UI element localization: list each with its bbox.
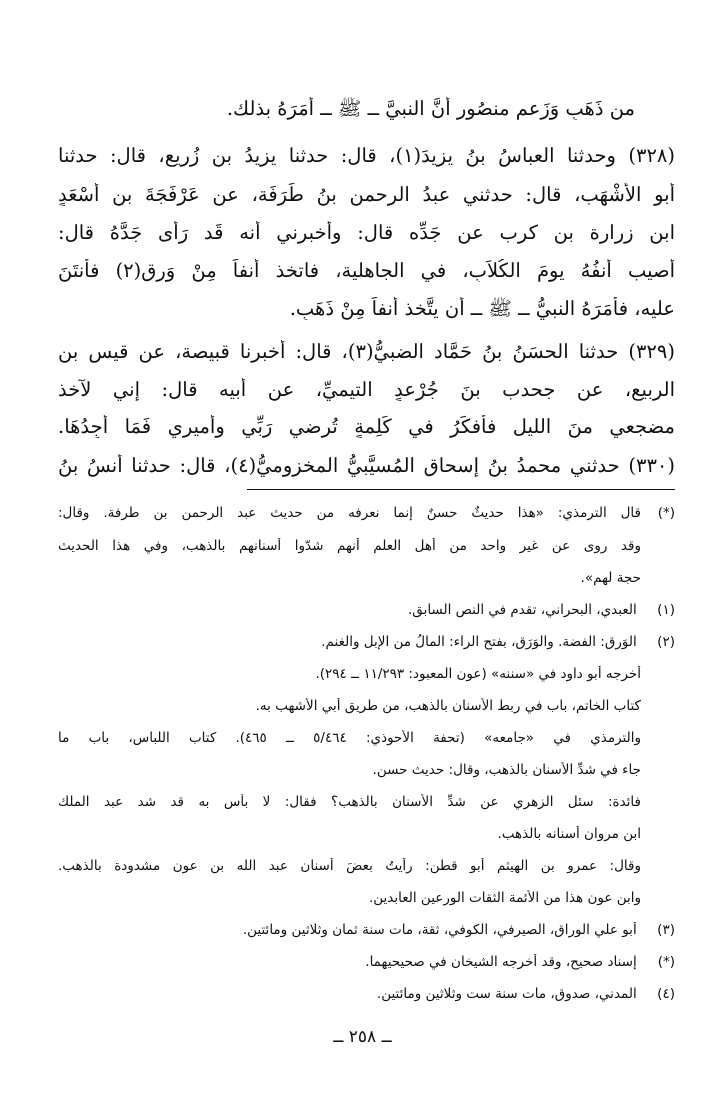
footnote-line (58, 634, 675, 650)
footnote-text: حجة لهم». (580, 570, 641, 586)
main-text-line: أبو الأشْهَب، قال: حدثني عبدُ الرحمن بنُ طَرَفَة، عن عَرْفَجَةَ بن أسْعَدٍ (58, 183, 675, 206)
main-text-line: أُصيب أنفُهُ يومَ الكُلاَبِ، في الجاهلية، فاتخذ أنفاً مِنْ وَرِقٍ(٢) فأنتَنَ (58, 259, 675, 282)
footnote-text: والترمذي في «جامعه» (تحفة الأحوذي: ٥/٤٦٤ ــ ٤٦٥). كتاب اللباس، باب ما (58, 730, 641, 746)
footnote-line (58, 602, 675, 618)
footnote-text: ابن مروان أسنانه بالذهب. (497, 826, 641, 842)
footnote-text: كتاب الخاتم، باب في ربط الأسنان بالذهب، من طريق أبي الأشهب به. (255, 698, 641, 714)
main-text-line: ابن زرارة بن كرب عن جَدِّه قال: وأخبرني أنه قَد رَأى جَدَّهُ قال: (58, 221, 675, 244)
footnote-line (58, 666, 641, 682)
main-text-line: مضجعي منَ الليل فأفكِّرُ في كَلِمةٍ تُرضي رَبِّي وأميري فَمَا أجِدُهَا. (58, 415, 675, 438)
main-text-line: عليه، فأمَرَهُ النبيُّ ــ ﷺ ــ أن يتَّخذ أنفاً مِنْ ذَهَبٍ. (289, 297, 675, 320)
footnote-line (58, 762, 641, 778)
footnote-mark: (٣) (657, 922, 675, 938)
footnote-text: وقال: عمرو بن الهيثم أبو قطن: رأيتُ بعضَ أسنان عبد الله بن عون مشدودة بالذهب. (58, 858, 641, 874)
footnote-line (58, 954, 675, 970)
footnote-line (58, 890, 641, 906)
footnote-text: وقد روى عن غير واحد من أهل العلم أنهم شدّوا أسنانهم بالذهب، وفي هذا الحديث (58, 538, 641, 554)
footnote-line (58, 826, 641, 842)
footnote-text: المدني، صدوق، مات سنة ست وثلاثين ومائتين. (376, 986, 637, 1002)
footnote-mark: (٢) (657, 634, 675, 650)
footnote-text: قال الترمذي: «هذا حديثٌ حسنٌ إنما نعرفه من حديث عبد الرحمن بن طرفة. وقال: (58, 505, 641, 521)
main-text-line: الربيع، عن جحدب بنَ جُرْعدٍ التيميِّ، عن أبيه قال: إني لآخذ (58, 378, 675, 401)
footnote-text: إسناد صحيح، وقد أخرجه الشيخان في صحيحيهما. (365, 954, 637, 970)
footnote-line (58, 570, 641, 586)
footnote-text: الوَرِق: الفضة. والوَرَق، بفتح الراء: المالُ من الإبل والغنم. (321, 634, 637, 650)
footnote-line (58, 986, 675, 1002)
footnote-mark: (٤) (657, 986, 675, 1002)
footnote-mark: (١) (657, 602, 675, 618)
main-text-line: (٣٢٩) حدثنا الحسَنُ بنُ حَمَّاد الضبيُّ(٣)، قال: أخبرنا قبيصة، عن قيسِ بن (58, 340, 675, 363)
footnote-text: جاء في شدِّ الأسنان بالذهب، وقال: حديث حسن. (372, 762, 641, 778)
main-text-line: (٣٣٠) حدثني محمدُ بنُ إسحاق المُسيَّبيُّ المخزوميُّ(٤)، قال: حدثنا أنسُ بنُ (58, 454, 675, 477)
footnote-mark: (*) (657, 505, 675, 521)
page-number: ــ ٢٥٨ ــ (333, 1027, 392, 1047)
footnote-line (58, 505, 675, 521)
main-text-line: (٣٢٨) وحدثنا العباسُ بنُ يزيدَ(١)، قال: حدثنا يزيدُ بن زُريع، قال: حدثنا (58, 144, 675, 167)
footnote-mark: (*) (657, 954, 675, 970)
footnote-separator (247, 489, 675, 490)
footnote-line (58, 922, 675, 938)
footnote-line (58, 698, 641, 714)
footnote-line (58, 794, 641, 810)
footnote-line (58, 538, 641, 554)
footnote-text: العبدي، البحراني، تقدم في النص السابق. (408, 602, 637, 618)
footnote-text: أبو علي الوراق، الصيرفي، الكوفي، ثقة، مات سنة ثمان وثلاثين ومائتين. (242, 922, 637, 938)
footnote-text: أخرجه أبو داود في «سننه» (عون المعبود: ١١/٢٩٣ ــ ٢٩٤). (315, 666, 641, 682)
footnote-text: وابن عون هذا من الأئمة الثقات الورعين العابدين. (368, 890, 641, 906)
footnote-line (58, 730, 641, 746)
main-text-line: من ذَهَبٍ وَزَعم منصُور أنَّ النبيَّ ــ ﷺ ــ أمَرَهُ بذلك. (226, 97, 635, 120)
footnote-line (58, 858, 641, 874)
footnote-text: فائدة: سئل الزهري عن شدِّ الأسنان بالذهب؟ فقال: لا بأس به قد شد عبد الملك (58, 794, 641, 810)
